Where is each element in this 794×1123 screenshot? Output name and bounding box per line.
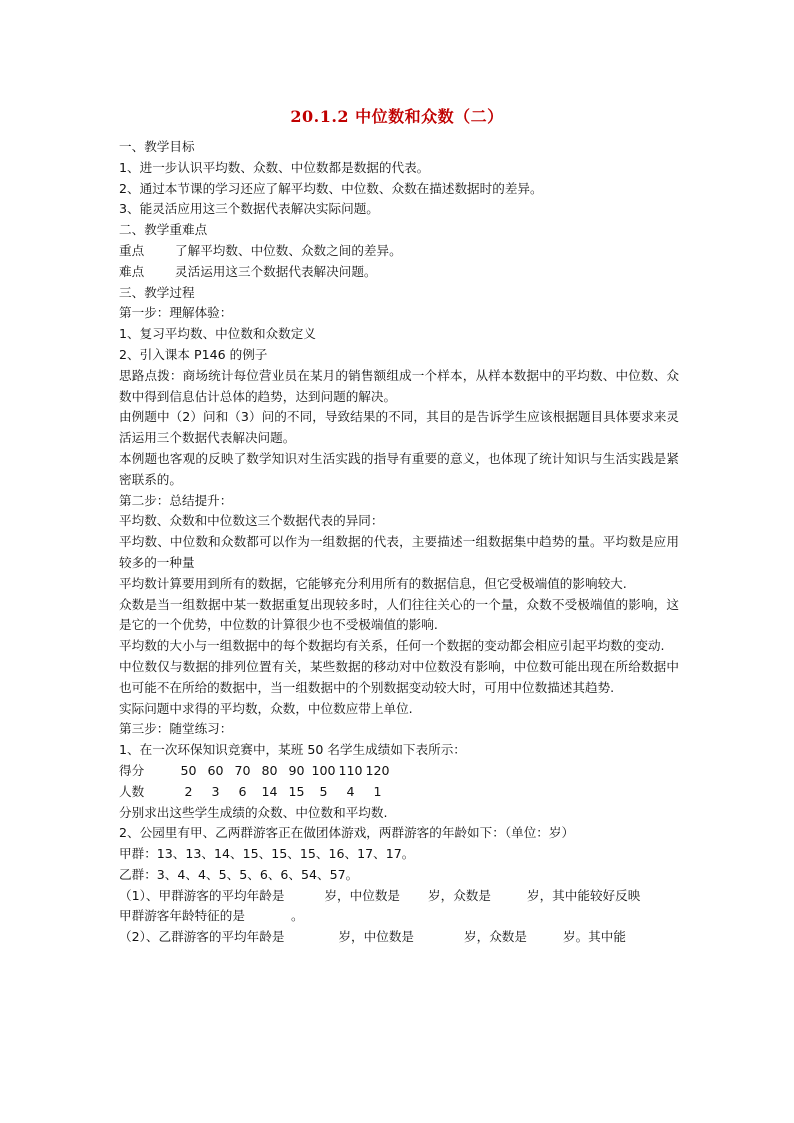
section-heading-key-points: 二、教学重难点	[119, 222, 208, 238]
q2-part-a: （2）、乙群游客的平均年龄是	[119, 929, 285, 945]
key-point-row	[119, 241, 679, 262]
document-body	[119, 137, 679, 948]
count-cell: 14	[261, 783, 278, 799]
q2-part-b: 岁，中位数是	[338, 929, 414, 945]
q2-part-d: 岁。其中能	[562, 929, 626, 945]
exercise-2: 2、公园里有甲、乙两群游客正在做团体游戏，两群游客的年龄如下：（单位：岁）	[119, 825, 575, 841]
paragraph-median: 中位数仅与数据的排列位置有关，某些数据的移动对中位数没有影响，中位数可能出现在所给数据中也可能不在所给的数据中，当一组数据中的个别数据变动较大时，可用中位数描述其趋势.	[119, 658, 679, 695]
difficulty-label: 难点	[119, 263, 145, 279]
score-cell: 110	[338, 762, 363, 778]
q1-part-c: 岁，众数是	[428, 887, 491, 903]
count-label: 人数	[119, 783, 145, 799]
group-b-ages: 乙群：3、4、4、5、5、6、6、54、57。	[119, 866, 359, 882]
paragraph-all-measures: 平均数、中位数和众数都可以作为一组数据的代表，主要描述一组数据集中趋势的量。平均数是应用较多的一种量	[119, 534, 679, 570]
q1-part-a: （1）、甲群游客的平均年龄是	[119, 887, 285, 903]
step-heading: 第一步：理解体验：	[119, 305, 233, 321]
step-heading: 第三步：随堂练习：	[119, 721, 233, 737]
score-cell: 50	[180, 762, 197, 778]
paragraph-idea: 思路点拨：商场统计每位营业员在某月的销售额组成一个样本，从样本数据中的平均数、中位数、众数中得到信息估计总体的趋势，达到问题的解决。	[119, 367, 679, 404]
objective-item: 3、能灵活应用这三个数据代表解决实际问题。	[119, 201, 379, 217]
paragraph-units: 实际问题中求得的平均数，众数，中位数应带上单位.	[119, 700, 413, 716]
q2-part-c: 岁，众数是	[464, 929, 527, 945]
question-1-line1	[119, 886, 679, 907]
score-cell: 60	[207, 762, 224, 778]
key-point-label: 重点	[119, 242, 145, 258]
q1-part-f: 。	[290, 908, 304, 924]
q1-part-b: 岁，中位数是	[324, 887, 400, 903]
objective-item: 1、进一步认识平均数、众数、中位数都是数据的代表。	[119, 159, 430, 175]
score-cell: 120	[365, 762, 390, 778]
q1-part-d: 岁，其中能较好反映	[526, 887, 641, 903]
question-1-line2	[119, 906, 679, 927]
step-heading: 第二步：总结提升：	[119, 492, 233, 508]
score-row	[119, 761, 679, 782]
paragraph-mean: 平均数计算要用到所有的数据，它能够充分利用所有的数据信息，但它受极端值的影响较大.	[119, 575, 627, 591]
paragraph-mode: 众数是当一组数据中某一数据重复出现较多时，人们往往关心的一个量，众数不受极端值的影响，这是它的一个优势，中位数的计算很少也不受极端值的影响.	[119, 596, 679, 633]
count-cell: 1	[373, 783, 382, 799]
paragraph-mean-change: 平均数的大小与一组数据中的每个数据均有关系，任何一个数据的变动都会相应引起平均数的变动.	[119, 638, 665, 654]
paragraph-difference: 由例题中（2）问和（3）问的不同，导致结果的不同，其目的是告诉学生应该根据题目具体要求来灵活运用三个数据代表解决问题。	[119, 409, 679, 446]
difficulty-text: 灵活运用这三个数据代表解决问题。	[175, 263, 377, 279]
question-2-line1	[119, 927, 679, 948]
score-label: 得分	[119, 762, 145, 778]
paragraph-meaning: 本例题也客观的反映了数学知识对生活实践的指导有重要的意义，也体现了统计知识与生活实践是紧密联系的。	[119, 450, 679, 487]
q1-part-e: 甲群游客年龄特征的是	[119, 908, 245, 924]
step-item: 1、复习平均数、中位数和众数定义	[119, 326, 316, 342]
section-heading-objectives: 一、教学目标	[119, 139, 195, 154]
count-cell: 4	[346, 783, 355, 799]
paragraph-same-diff: 平均数、众数和中位数这三个数据代表的异同：	[119, 513, 384, 529]
exercise-1-question: 分别求出这些学生成绩的众数、中位数和平均数.	[119, 804, 388, 820]
group-a-ages: 甲群：13、13、14、15、15、15、16、17、17。	[119, 846, 415, 862]
count-cell: 3	[211, 783, 220, 799]
count-cell: 15	[288, 783, 305, 799]
page-title: 20.1.2 中位数和众数（二）	[290, 107, 504, 126]
section-heading-process: 三、教学过程	[119, 284, 195, 300]
score-cell: 90	[288, 762, 305, 778]
count-cell: 5	[319, 783, 328, 799]
difficulty-row	[119, 262, 679, 283]
score-cell: 70	[234, 762, 251, 778]
exercise-1: 1、在一次环保知识竞赛中，某班 50 名学生成绩如下表所示：	[119, 742, 466, 758]
objective-item: 2、通过本节课的学习还应了解平均数、中位数、众数在描述数据时的差异。	[119, 180, 543, 196]
step-item: 2、引入课本 P146 的例子	[119, 346, 268, 362]
count-row	[119, 782, 679, 803]
count-cell: 2	[184, 783, 193, 799]
count-cell: 6	[238, 783, 247, 799]
key-point-text: 了解平均数、中位数、众数之间的差异。	[175, 242, 402, 258]
score-cell: 100	[311, 762, 336, 778]
score-cell: 80	[261, 762, 278, 778]
